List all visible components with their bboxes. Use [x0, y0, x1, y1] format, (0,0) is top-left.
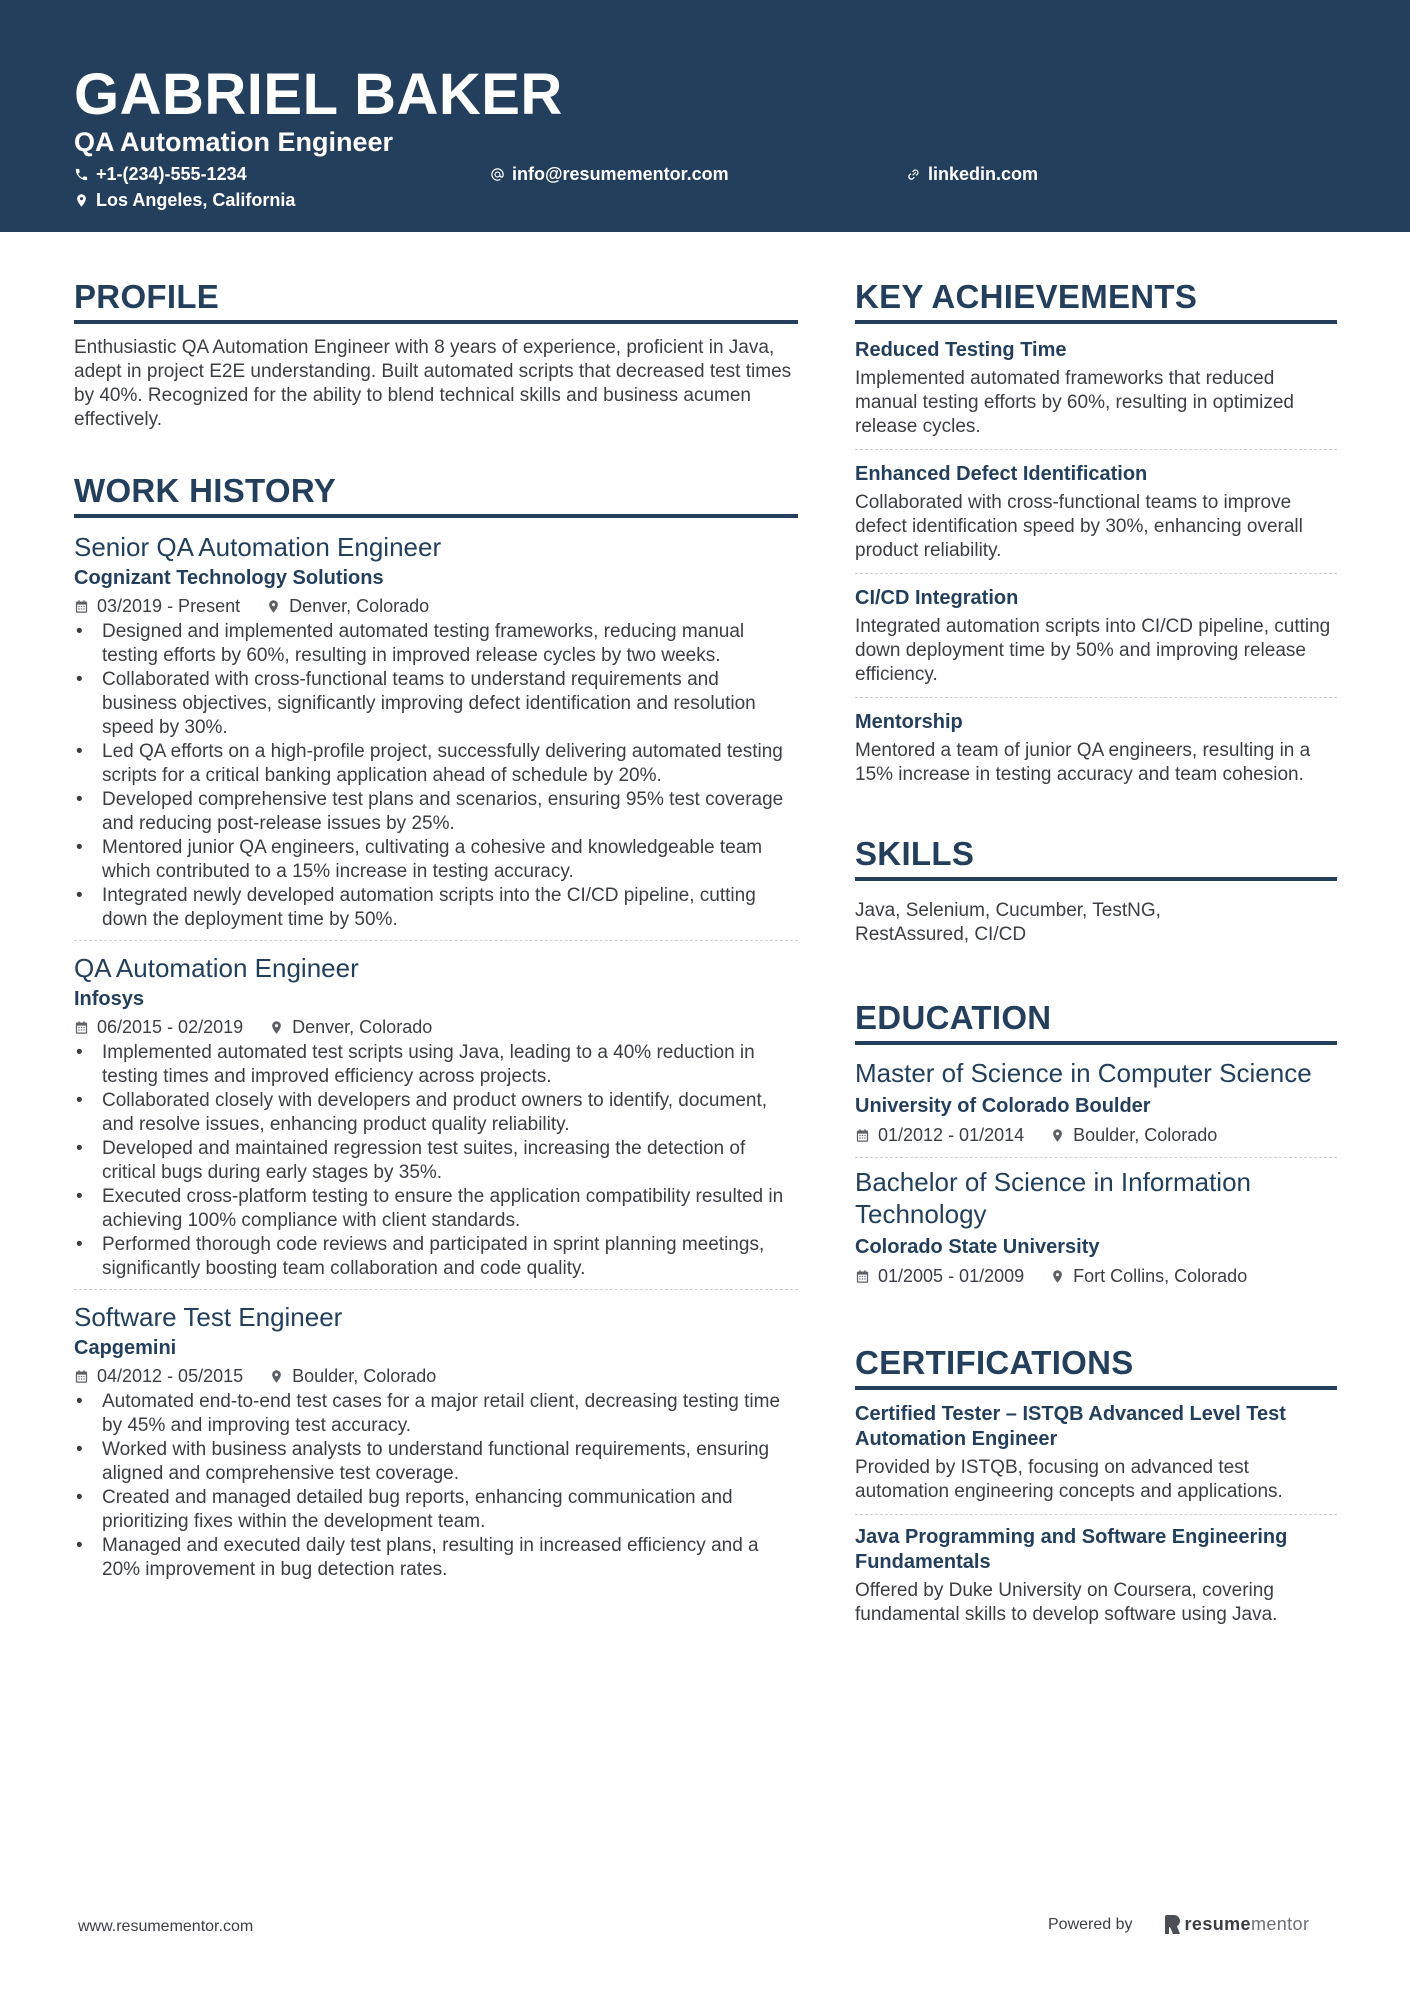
bullet-item: • Integrated newly developed automation scripts into the CI/CD pipeline, cutting down the deployment time by 50%.: [74, 884, 798, 932]
date-text: 03/2019 - Present: [97, 596, 241, 616]
job-entry: [74, 530, 798, 940]
calendar-icon: [855, 1269, 870, 1284]
job-title: Software Test Engineer: [74, 1302, 343, 1332]
bullet-item: • Led QA efforts on a high-profile project, successfully delivering automated testing scripts for a critical banking application ahead of schedule by 20%.: [74, 740, 798, 788]
job-bullets: [74, 620, 798, 932]
at-sign-icon: [490, 167, 505, 182]
location: [269, 1362, 436, 1390]
date-range: [855, 1262, 1024, 1290]
bullet-item: • Performed thorough code reviews and participated in sprint planning meetings, significantly boosting team collaboration and code quality.: [74, 1233, 798, 1281]
achievement-text: Implemented automated frameworks that reduced manual testing efforts by 60%, resulting in optimized release cycles.: [855, 368, 1294, 437]
resumementor-logo-icon: [1165, 1915, 1181, 1934]
location-text: Denver, Colorado: [292, 1017, 433, 1037]
phone-text: +1-(234)-555-1234: [96, 164, 247, 184]
profile-text: Enthusiastic QA Automation Engineer with 8 years of experience, proficient in Java, adept in project E2E understanding. Built automated scripts that decreased test times by 40%. Recognized for the ability to blend technical skills and business acumen effectively.: [74, 337, 792, 430]
bullet-item: • Automated end-to-end test cases for a major retail client, decreasing testing time by 45% and improving test accuracy.: [74, 1390, 798, 1438]
school-name: Colorado State University: [855, 1236, 1100, 1258]
achievement-title: Reduced Testing Time: [855, 339, 1067, 361]
brand-name-light: mentor: [1250, 1914, 1310, 1934]
location-text: Denver, Colorado: [289, 596, 430, 616]
achievement-item: [855, 697, 1337, 797]
contact-phone: [74, 162, 247, 186]
profile-section: [74, 276, 798, 432]
bullet-item: • Executed cross-platform testing to ensure the application compatibility resulted in achieving 100% compliance with client standards.: [74, 1185, 798, 1233]
achievements-section: [855, 276, 1337, 797]
company-name: Capgemini: [74, 1337, 177, 1359]
date-range: [74, 1362, 243, 1390]
school-name: University of Colorado Boulder: [855, 1095, 1151, 1117]
job-list: [74, 530, 798, 1590]
date-location-row: [74, 1362, 798, 1390]
education-list: [855, 1057, 1337, 1298]
date-location-row: [855, 1262, 1337, 1290]
phone-icon: [74, 167, 89, 182]
achievement-list: [855, 336, 1337, 797]
bullet-item: • Collaborated closely with developers and product owners to identify, document, and resolve issues, enhancing product quality reliability.: [74, 1089, 798, 1137]
certification-item: [855, 1402, 1337, 1514]
map-pin-icon: [74, 193, 89, 208]
date-location-row: [74, 1013, 798, 1041]
job-entry: [74, 940, 798, 1289]
job-entry: [74, 1289, 798, 1590]
education-heading: EDUCATION: [855, 997, 1337, 1045]
location-text: Boulder, Colorado: [292, 1366, 437, 1386]
certification-text: Offered by Duke University on Coursera, covering fundamental skills to develop software using Java.: [855, 1580, 1278, 1625]
map-pin-icon: [269, 1369, 284, 1384]
degree: Master of Science in Computer Science: [855, 1058, 1312, 1088]
location-text: Fort Collins, Colorado: [1073, 1266, 1248, 1286]
left-column: [74, 276, 798, 1630]
certification-title: Java Programming and Software Engineering Fundamentals: [855, 1526, 1288, 1573]
education-item: [855, 1157, 1337, 1298]
footer-website[interactable]: www.resumementor.com: [78, 1918, 254, 1935]
achievement-text: Collaborated with cross-functional teams to improve defect identification speed by 30%, enhancing overall product reliability.: [855, 492, 1303, 561]
bullet-item: • Managed and executed daily test plans, resulting in increased efficiency and a 20% improvement in bug detection rates.: [74, 1534, 798, 1582]
location: [266, 592, 429, 620]
calendar-icon: [74, 1369, 89, 1384]
bullet-item: • Mentored junior QA engineers, cultivating a cohesive and knowledgeable team which contributed to a 15% increase in testing accuracy.: [74, 836, 798, 884]
company-name: Cognizant Technology Solutions: [74, 567, 384, 589]
brand-name-bold: resume: [1184, 1914, 1251, 1934]
certification-list: [855, 1402, 1337, 1637]
skills-heading: SKILLS: [855, 833, 1337, 881]
education-section: [855, 997, 1337, 1298]
education-item: [855, 1057, 1337, 1157]
certification-title: Certified Tester – ISTQB Advanced Level Test Automation Engineer: [855, 1403, 1286, 1450]
certifications-section: [855, 1342, 1337, 1637]
bullet-item: • Implemented automated test scripts using Java, leading to a 40% reduction in testing times and improved efficiency across projects.: [74, 1041, 798, 1089]
work-history-heading: WORK HISTORY: [74, 470, 798, 518]
job-bullets: [74, 1041, 798, 1281]
certification-item: [855, 1514, 1337, 1637]
date-text: 04/2012 - 05/2015: [97, 1366, 244, 1386]
bullet-item: • Developed and maintained regression test suites, increasing the detection of critical bugs during early stages by 35%.: [74, 1137, 798, 1185]
candidate-title: QA Automation Engineer: [74, 127, 394, 157]
date-location-row: [74, 592, 798, 620]
linkedin-link[interactable]: linkedin.com: [928, 164, 1039, 184]
job-title: Senior QA Automation Engineer: [74, 532, 442, 562]
footer-branding: [1048, 1914, 1309, 1935]
location-text: Los Angeles, California: [96, 190, 296, 210]
job-bullets: [74, 1390, 798, 1582]
contact-linkedin[interactable]: [906, 162, 1038, 186]
achievement-text: Integrated automation scripts into CI/CD pipeline, cutting down deployment time by 50% and improving release efficiency.: [855, 616, 1331, 685]
location: [1050, 1262, 1247, 1290]
bullet-item: • Created and managed detailed bug reports, enhancing communication and prioritizing fixes within the development team.: [74, 1486, 798, 1534]
brand-logo[interactable]: [1165, 1914, 1310, 1935]
achievement-text: Mentored a team of junior QA engineers, resulting in a 15% increase in testing accuracy and team cohesion.: [855, 740, 1311, 785]
bullet-item: • Worked with business analysts to understand functional requirements, ensuring aligned and comprehensive test coverage.: [74, 1438, 798, 1486]
map-pin-icon: [266, 599, 281, 614]
job-title: QA Automation Engineer: [74, 953, 359, 983]
work-history-section: [74, 470, 798, 1590]
achievement-title: Mentorship: [855, 711, 963, 733]
skills-text: Java, Selenium, Cucumber, TestNG, RestAssured, CI/CD: [855, 900, 1161, 945]
date-range: [74, 1013, 243, 1041]
map-pin-icon: [1050, 1269, 1065, 1284]
map-pin-icon: [269, 1020, 284, 1035]
date-text: 01/2012 - 01/2014: [878, 1125, 1025, 1145]
date-text: 06/2015 - 02/2019: [97, 1017, 244, 1037]
achievement-title: CI/CD Integration: [855, 587, 1019, 609]
bullet-item: • Developed comprehensive test plans and scenarios, ensuring 95% test coverage and reducing post-release issues by 25%.: [74, 788, 798, 836]
date-location-row: [855, 1121, 1337, 1149]
achievement-item: [855, 449, 1337, 573]
date-range: [74, 592, 240, 620]
email-link[interactable]: info@resumementor.com: [512, 164, 729, 184]
contact-email[interactable]: [490, 162, 729, 186]
degree: Bachelor of Science in Information Technology: [855, 1167, 1251, 1229]
achievement-item: [855, 573, 1337, 697]
skills-section: [855, 833, 1337, 947]
map-pin-icon: [1050, 1128, 1065, 1143]
certifications-heading: CERTIFICATIONS: [855, 1342, 1337, 1390]
right-column: [855, 276, 1337, 1677]
bullet-item: • Designed and implemented automated testing frameworks, reducing manual testing efforts by 60%, resulting in improved release cycles by two weeks.: [74, 620, 798, 668]
date-range: [855, 1121, 1024, 1149]
date-text: 01/2005 - 01/2009: [878, 1266, 1025, 1286]
calendar-icon: [74, 599, 89, 614]
achievement-title: Enhanced Defect Identification: [855, 463, 1148, 485]
profile-heading: PROFILE: [74, 276, 798, 324]
contact-location: [74, 188, 295, 212]
resume-header: [0, 0, 1410, 232]
powered-by-label: Powered by: [1048, 1915, 1133, 1933]
achievements-heading: KEY ACHIEVEMENTS: [855, 276, 1337, 324]
link-icon: [906, 167, 921, 182]
location: [1050, 1121, 1217, 1149]
calendar-icon: [855, 1128, 870, 1143]
achievement-item: [855, 336, 1337, 449]
location-text: Boulder, Colorado: [1073, 1125, 1218, 1145]
certification-text: Provided by ISTQB, focusing on advanced test automation engineering concepts and applications.: [855, 1457, 1283, 1502]
company-name: Infosys: [74, 988, 145, 1010]
location: [269, 1013, 432, 1041]
bullet-item: • Collaborated with cross-functional teams to understand requirements and business objectives, significantly improving defect identification and resolution speed by 30%.: [74, 668, 798, 740]
calendar-icon: [74, 1020, 89, 1035]
candidate-name: GABRIEL BAKER: [74, 62, 563, 127]
